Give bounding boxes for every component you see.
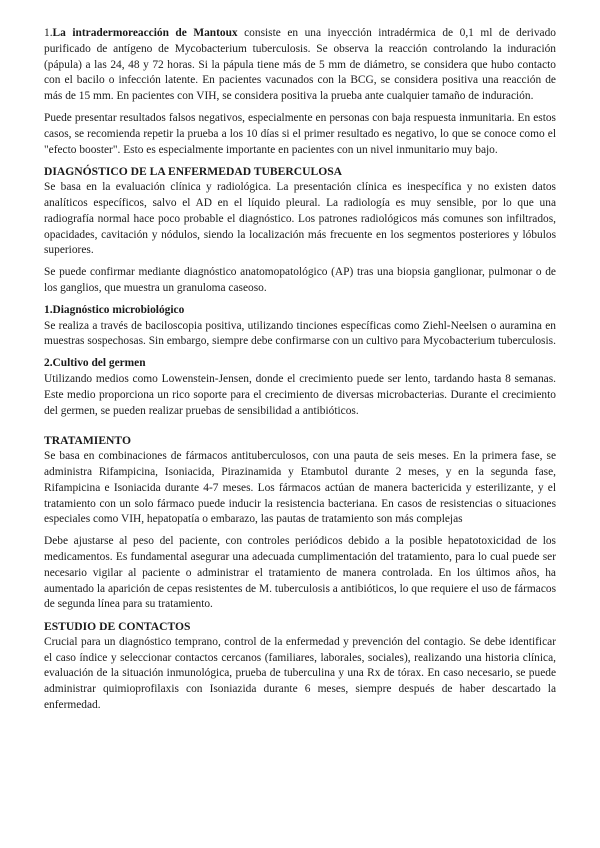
tratamiento-heading: TRATAMIENTO (44, 434, 131, 448)
cultivo-germen-heading: 2.Cultivo del germen (44, 357, 146, 370)
diagnostico-heading: DIAGNÓSTICO DE LA ENFERMEDAD TUBERCULOSA (44, 165, 343, 179)
diagnostico-paragraph-2: Se puede confirmar mediante diagnóstico anatomopatológico (AP) tras una biopsia ganglionar, pulmonar o de los ganglios, que muestra un granuloma caseoso. (44, 266, 556, 294)
contactos-heading: ESTUDIO DE CONTACTOS (44, 620, 191, 634)
tratamiento-paragraph-2: Debe ajustarse al peso del paciente, con controles periódicos debido a la posible hepatotoxicidad de los medicamentos. Es fundamental asegurar una adecuada cumplimentación del tratamiento, para lo cual puede ser necesario vigilar al paciente o administrar el tratamiento de manera controlada. En los últimos años, ha aumentado la aparición de cepas resistentes de M. tuberculosis a antibióticos, lo que requiere el uso de fármacos de segunda línea para su tratamiento. (44, 535, 556, 611)
mantoux-paragraph-2: Puede presentar resultados falsos negativos, especialmente en personas con baja respuesta inmunitaria. En estos casos, se recomienda repetir la prueba a los 10 días si el primer resultado es negativo, lo que se conoce como el "efecto booster". Esto es especialmente importante en pacientes con un nivel inmunitario muy bajo. (44, 111, 556, 156)
diagnostico-microbiologico-text: Se realiza a través de baciloscopia positiva, utilizando tinciones específicas como Ziehl-Neelsen o auramina en muestras sospechosas. Sin embargo, siempre debe confirmarse con un cultivo para Mycobacterium tuberculosis. (44, 319, 556, 348)
mantoux-number: 1. (44, 27, 53, 39)
cultivo-germen-text: Utilizando medios como Lowenstein-Jensen, donde el crecimiento puede ser lento, tardando hasta 8 semanas. Este medio proporciona un rico soporte para el crecimiento de diversas microbacterias. Durante el crecimiento del germen, se pueden realizar pruebas de sensibilidad a antibióticos. (44, 372, 556, 417)
mantoux-paragraph (44, 26, 556, 105)
mantoux-text: consiste en una inyección intradérmica de 0,1 ml de derivado purificado de antígeno de Mycobacterium tuberculosis. Se observa la reacción controlando la induración (pápula) a las 24, 48 y 72 horas. Si la pápula tiene más de 5 mm de diámetro, se considera que hubo contacto con el bacilo o infección latente. En pacientes vacunados con la BCG, se considera positiva una reacción de más de 15 mm. En pacientes con VIH, se considera positiva la prueba ante cualquier tamaño de induración. (44, 27, 556, 103)
contactos-paragraph-1: Crucial para un diagnóstico temprano, control de la enfermedad y prevención del contagio. Se debe identificar el caso índice y seleccionar contactos cercanos (familiares, laborales, sociales), realizando una historia clínica, evaluación de la situación inmunológica, prueba de tuberculina y una Rx de tórax. En caso necesario, se puede administrar quimioprofilaxis con Isoniazida durante 6 meses, siempre después de haber descartado la enfermedad. (44, 635, 556, 712)
mantoux-title: La intradermoreacción de Mantoux (52, 27, 238, 39)
section-spacer (44, 425, 556, 433)
diagnostico-paragraph-1: Se basa en la evaluación clínica y radiológica. La presentación clínica es inespecífica y no existen datos analíticos específicos, salvo el AD en el líquido pleural. La radiología es muy sensible, por lo que una radiografía normal hace poco probable el diagnóstico. Los patrones radiológicos más comunes son infiltrados, opacidades, cavitación y nódulos, siendo la localización más frecuente en los segmentos posteriores y lóbulos superiores. (44, 181, 556, 257)
diagnostico-microbiologico-heading: 1.Diagnóstico microbiológico (44, 303, 185, 316)
tratamiento-paragraph-1: Se basa en combinaciones de fármacos antituberculosos, con una pauta de seis meses. En la primera fase, se administra Rifampicina, Isoniacida, Pirazinamida y Etambutol durante 2 meses, y en la segunda fase, Rifampicina e Isoniacida durante 4-7 meses. Los fármacos actúan de manera bactericida y esterilizante, y el tratamiento con un solo fármaco puede inducir la resistencia bacteriana. En casos de resistencias o situaciones especiales como VIH, hepatopatía o embarazo, las pautas de tratamiento son más complejas (44, 450, 556, 526)
